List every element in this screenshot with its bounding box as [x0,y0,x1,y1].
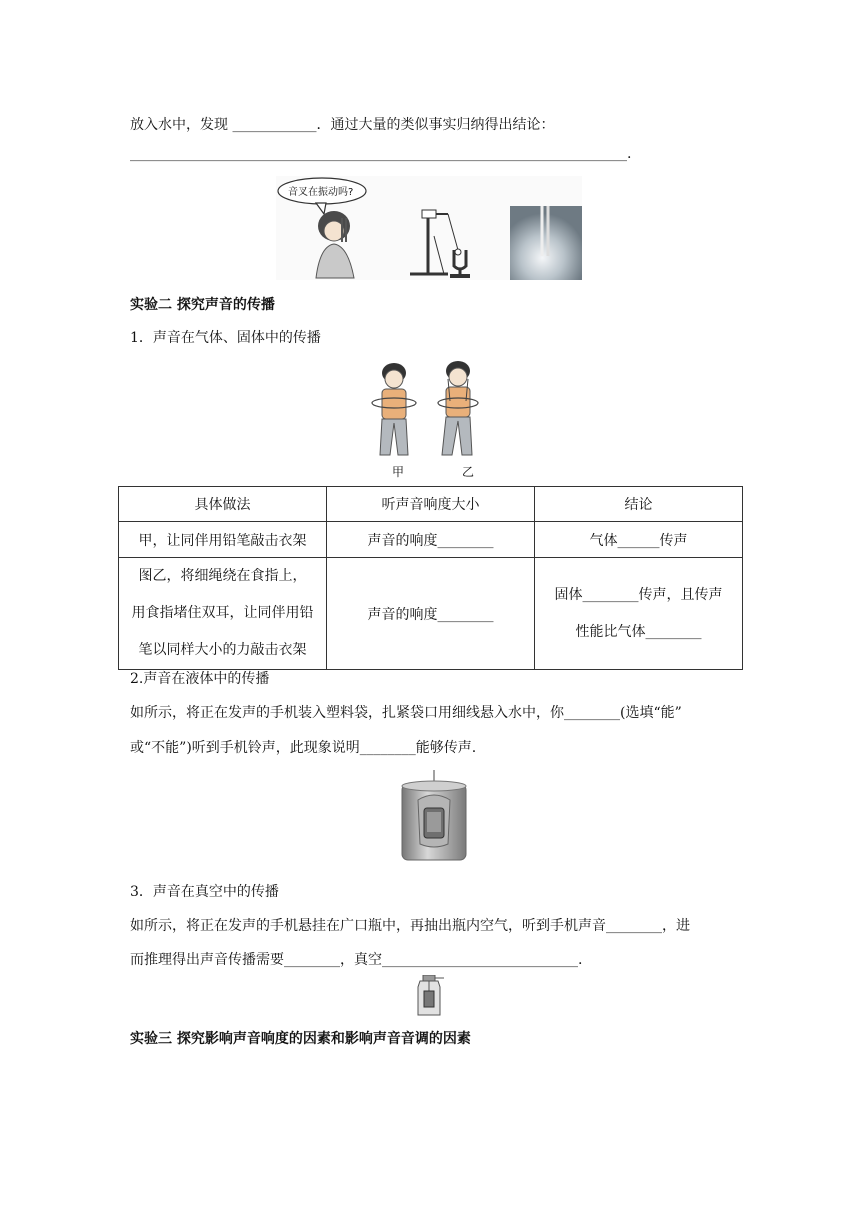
intro-line-1: 放入水中，发现 ____________．通过大量的类似事实归纳得出结论： [130,117,555,133]
hanger-illustration [366,357,490,463]
fig-label-yi: 乙 [462,465,475,479]
section2-heading: 实验二 探究声音的传播 [130,297,275,313]
hanger-figure [366,357,490,481]
experiment-table [118,486,743,670]
table-cell-conclusion: 固体________传声，且传声 性能比气体________ [535,558,743,670]
table-cell-loudness: 声音的响度________ [327,522,535,558]
intro-line-2: _______________________________________________________________________. [130,146,632,162]
table-cell-conclusion: 气体______传声 [535,522,743,558]
phone-in-water-figure [400,770,468,862]
vacuum-jar-figure [414,975,446,1017]
bubble-text: 音叉在振动吗? [288,187,354,198]
table-row [119,558,743,670]
table-cell-method: 图乙，将细绳绕在食指上， 用食指堵住双耳，让同伴用铅 笔以同样大小的力敲击衣架 [119,558,327,670]
sub3-text-2: 而推理得出声音传播需要________，真空____________________________. [130,952,583,968]
tuning-fork-figure [276,176,582,280]
section2-sub2: 2.声音在液体中的传播 [130,671,270,687]
phone-in-water-illustration [400,770,468,862]
sub2-text-2: 或“不能”)听到手机铃声，此现象说明________能够传声. [130,740,477,756]
fig-label-jia: 甲 [392,465,405,479]
table-cell-loudness: 声音的响度________ [327,558,535,670]
vacuum-jar-illustration [414,975,446,1017]
section3-heading: 实验三 探究影响声音响度的因素和影响声音音调的因素 [130,1031,471,1047]
table-header-loudness: 听声音响度大小 [327,487,535,522]
tuning-fork-illustration [276,176,582,280]
sub2-text-1: 如所示，将正在发声的手机装入塑料袋，扎紧袋口用细线悬入水中，你________(选填“能” [130,705,682,721]
table-header-conclusion: 结论 [535,487,743,522]
sub3-text-1: 如所示，将正在发声的手机悬挂在广口瓶中，再抽出瓶内空气，听到手机声音________，进 [130,918,690,934]
table-header-row [119,487,743,522]
table-row [119,522,743,558]
section2-sub3: 3．声音在真空中的传播 [130,884,279,900]
table-cell-method: 甲，让同伴用铅笔敲击衣架 [119,522,327,558]
table-header-method: 具体做法 [119,487,327,522]
section2-sub1: 1．声音在气体、固体中的传播 [130,330,321,346]
